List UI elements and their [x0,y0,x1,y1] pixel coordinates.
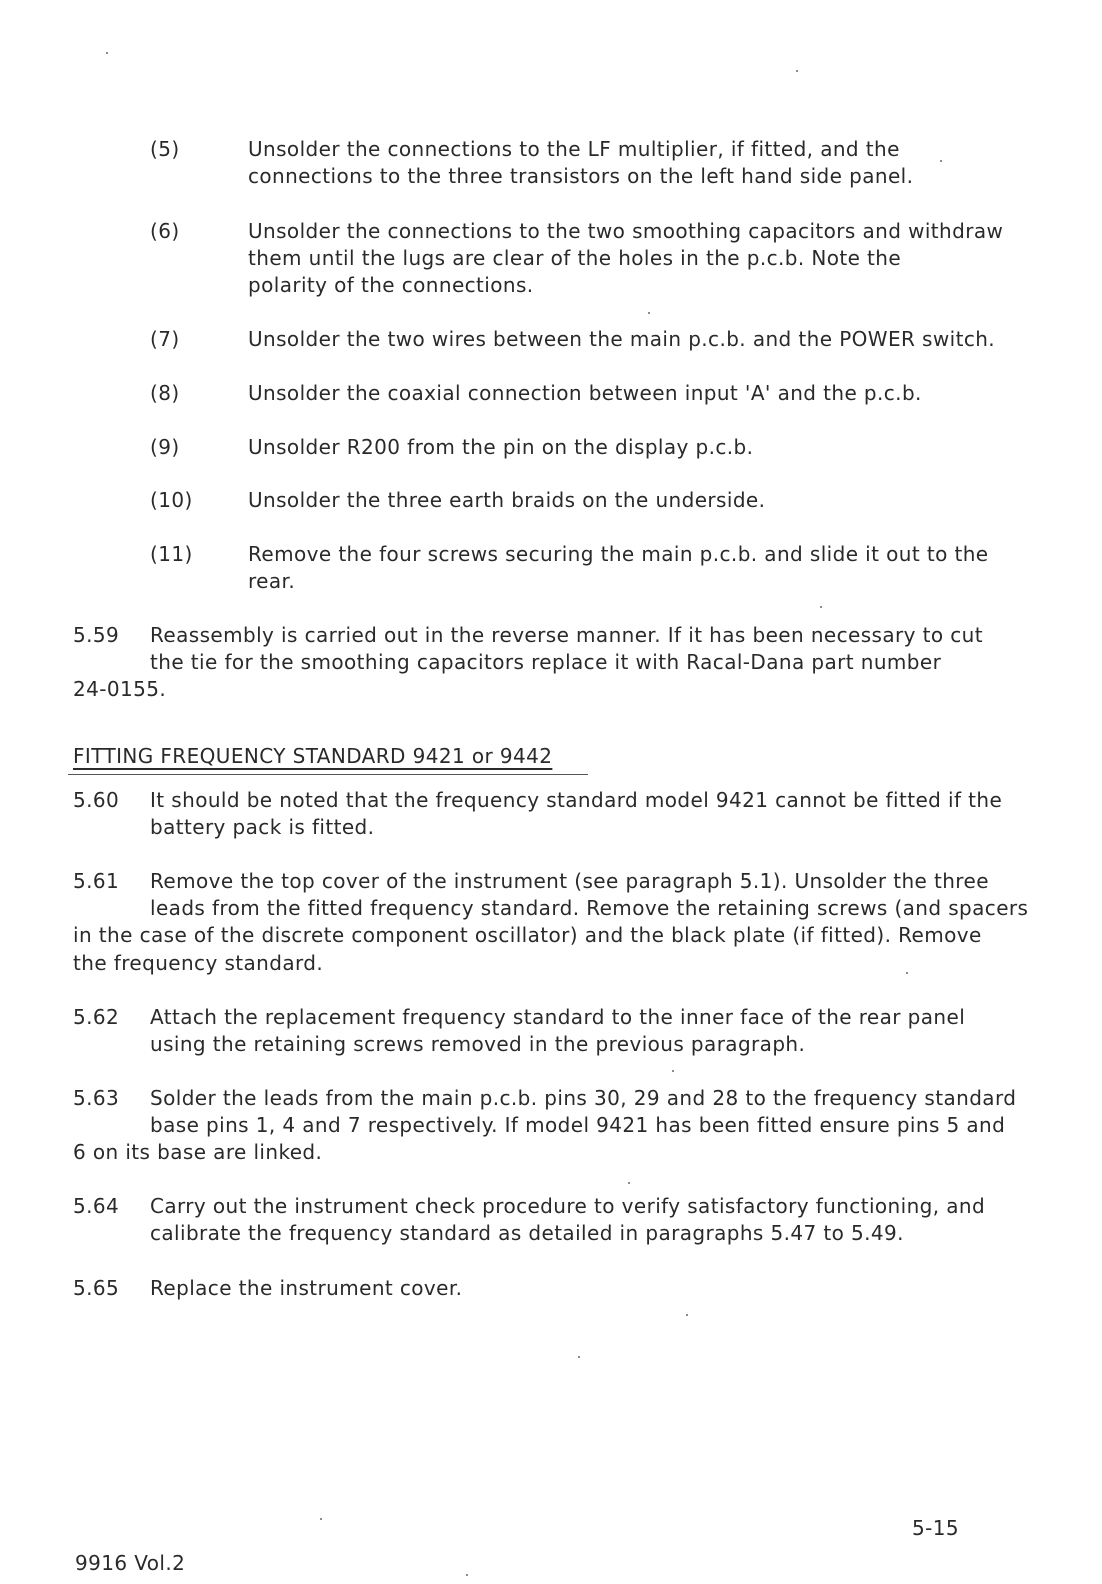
scan-speck [906,972,908,974]
text-line: connections to the three transistors on the left hand side panel. [248,164,914,188]
paragraph-first-line: Attach the replacement frequency standard to the inner face of the rear panel [150,1005,966,1029]
paragraph-first-line: Solder the leads from the main p.c.b. pins 30, 29 and 28 to the frequency standard [150,1086,1017,1110]
paragraph-line: battery pack is fitted. [150,815,375,839]
paragraph-line: 6 on its base are linked. [73,1140,323,1164]
text-line: Unsolder the three earth braids on the underside. [248,488,766,512]
text-line: rear. [248,569,296,593]
step-number: (8) [150,381,180,405]
paragraph-first-line: Carry out the instrument check procedure to verify satisfactory functioning, and [150,1194,986,1218]
text-line: Unsolder R200 from the pin on the display p.c.b. [248,435,754,459]
paragraph-line: in the case of the discrete component oscillator) and the black plate (if fitted). Remove [73,923,982,947]
scan-speck [672,1070,674,1072]
text-line: Unsolder the two wires between the main p.c.b. and the POWER switch. [248,327,996,351]
paragraph-first-line: It should be noted that the frequency standard model 9421 cannot be fitted if the [150,788,1003,812]
scan-speck [320,1518,322,1520]
step-number: (6) [150,219,180,243]
step-number: (7) [150,327,180,351]
step-text [248,487,1028,514]
paragraph-number: 5.62 [73,1005,120,1029]
section-heading: FITTING FREQUENCY STANDARD 9421 or 9442 [73,744,553,768]
scan-speck [940,160,942,162]
paragraph-number: 5.64 [73,1194,120,1218]
paragraph-line: 24-0155. [73,677,167,701]
step-number: (9) [150,435,180,459]
scan-speck [106,52,108,54]
step-text [248,541,1028,595]
step-text [248,218,1028,299]
paragraph-line: using the retaining screws removed in the previous paragraph. [150,1032,806,1056]
text-line: Unsolder the connections to the two smoothing capacitors and withdraw [248,219,1004,243]
text-line: Unsolder the connections to the LF multiplier, if fitted, and the [248,137,900,161]
step-number: (10) [150,488,193,512]
paragraph-first-line: Remove the top cover of the instrument (see paragraph 5.1). Unsolder the three [150,869,989,893]
paragraph-line: leads from the fitted frequency standard. Remove the retaining screws (and spacers [150,896,1029,920]
paragraph-line: the tie for the smoothing capacitors replace it with Racal-Dana part number [150,650,942,674]
paragraph-line: calibrate the frequency standard as detailed in paragraphs 5.47 to 5.49. [150,1221,904,1245]
paragraph-number: 5.63 [73,1086,120,1110]
paragraph-line: base pins 1, 4 and 7 respectively. If model 9421 has been fitted ensure pins 5 and [150,1113,1006,1137]
text-line: them until the lugs are clear of the holes in the p.c.b. Note the [248,246,902,270]
scan-speck [648,312,650,314]
paragraph-number: 5.59 [73,623,120,647]
paragraph-number: 5.61 [73,869,120,893]
scan-speck [686,1314,688,1316]
step-text [248,136,1028,190]
step-text [248,434,1028,461]
text-line: polarity of the connections. [248,273,534,297]
scan-speck [466,1574,468,1576]
paragraph-line: the frequency standard. [73,951,324,975]
paragraph-first-line: Reassembly is carried out in the reverse manner. If it has been necessary to cut [150,623,983,647]
scan-speck [820,606,822,608]
text-line: Unsolder the coaxial connection between input 'A' and the p.c.b. [248,381,922,405]
step-text [248,380,1028,407]
paragraph-number: 5.60 [73,788,120,812]
text-line: Remove the four screws securing the main p.c.b. and slide it out to the [248,542,989,566]
heading-rule [68,774,588,775]
document-reference: 9916 Vol.2 [75,1551,186,1575]
scan-speck [578,1356,580,1358]
step-number: (5) [150,137,180,161]
scan-speck [628,1182,630,1184]
paragraph-number: 5.65 [73,1276,120,1300]
step-number: (11) [150,542,193,566]
page-number: 5-15 [912,1516,959,1540]
scan-speck [796,70,798,72]
step-text [248,326,1028,353]
paragraph-first-line: Replace the instrument cover. [150,1276,463,1300]
